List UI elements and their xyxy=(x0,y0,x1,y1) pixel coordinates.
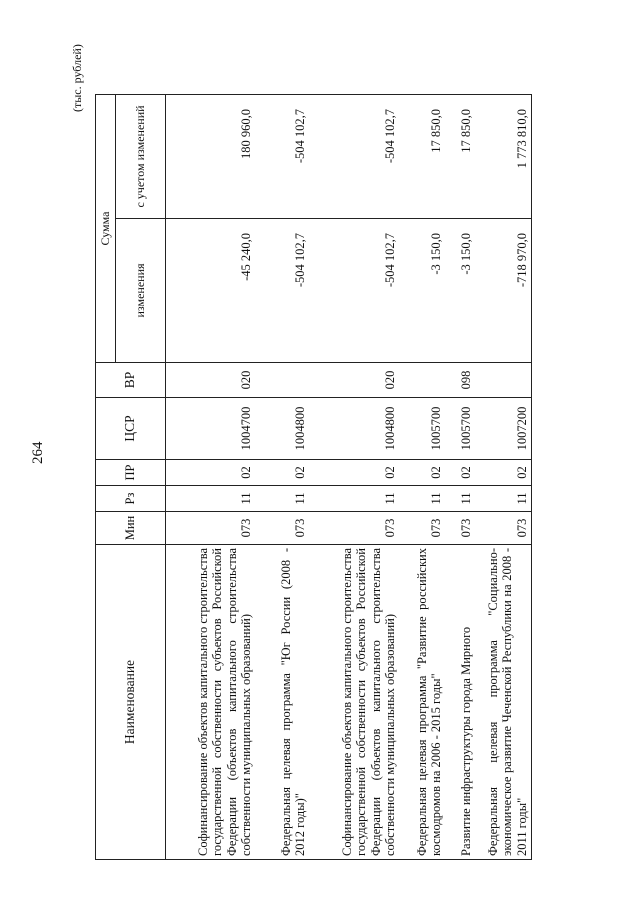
row-pr: 02 xyxy=(400,460,446,486)
row-with-changes: 17 850,0 xyxy=(400,94,446,218)
row-min: 073 xyxy=(476,512,532,545)
row-pr: 02 xyxy=(446,460,476,486)
row-name: Федеральная целевая программа "Юг России (2008 - 2012 годы)" xyxy=(256,545,310,860)
row-changes: -45 240,0 xyxy=(166,219,256,363)
row-vr: 020 xyxy=(310,363,400,398)
budget-table xyxy=(95,94,532,860)
row-rz: 11 xyxy=(400,486,446,512)
row-vr: 020 xyxy=(166,363,256,398)
row-rz: 11 xyxy=(476,486,532,512)
header-changes: изменения xyxy=(116,219,166,363)
row-changes: -3 150,0 xyxy=(446,219,476,363)
row-csr: 1004700 xyxy=(166,398,256,460)
table-row xyxy=(166,94,256,859)
row-changes: -504 102,7 xyxy=(256,219,310,363)
row-with-changes: 17 850,0 xyxy=(446,94,476,218)
row-vr xyxy=(400,363,446,398)
row-rz: 11 xyxy=(256,486,310,512)
row-csr: 1007200 xyxy=(476,398,532,460)
row-min: 073 xyxy=(446,512,476,545)
header-with-changes: с учетом изменений xyxy=(116,94,166,218)
header-name: Наименование xyxy=(96,545,166,860)
row-vr: 098 xyxy=(446,363,476,398)
table-row xyxy=(476,94,532,859)
row-pr: 02 xyxy=(476,460,532,486)
header-rz: Рз xyxy=(96,486,166,512)
row-pr: 02 xyxy=(166,460,256,486)
row-with-changes: -504 102,7 xyxy=(310,94,400,218)
header-summa: Сумма xyxy=(96,94,116,362)
row-name: Софинансирование объектов капитального строительства государственной собственности субъектов Российской Федерации (объектов капитального строительства собственности муниципальных образований) xyxy=(310,545,400,860)
row-min: 073 xyxy=(166,512,256,545)
units-label: (тыс. рублей) xyxy=(70,44,84,112)
row-pr: 02 xyxy=(256,460,310,486)
row-csr: 1004800 xyxy=(310,398,400,460)
header-min: Мин xyxy=(96,512,166,545)
row-rz: 11 xyxy=(446,486,476,512)
table-row xyxy=(446,94,476,859)
table-row xyxy=(400,94,446,859)
table-row xyxy=(256,94,310,859)
row-changes: -504 102,7 xyxy=(310,219,400,363)
header-vr: ВР xyxy=(96,363,166,398)
row-csr: 1004800 xyxy=(256,398,310,460)
row-with-changes: 180 960,0 xyxy=(166,94,256,218)
row-changes: -718 970,0 xyxy=(476,219,532,363)
page-number: 264 xyxy=(30,441,46,464)
row-rz: 11 xyxy=(310,486,400,512)
row-name: Софинансирование объектов капитального строительства государственной собственности субъектов Российской Федерации (объектов капитального строительства собственности муниципальных образований) xyxy=(166,545,256,860)
row-changes: -3 150,0 xyxy=(400,219,446,363)
row-csr: 1005700 xyxy=(446,398,476,460)
table-row xyxy=(310,94,400,859)
row-with-changes: 1 773 810,0 xyxy=(476,94,532,218)
row-vr xyxy=(476,363,532,398)
row-min: 073 xyxy=(400,512,446,545)
header-csr: ЦСР xyxy=(96,398,166,460)
row-vr xyxy=(256,363,310,398)
table-body xyxy=(166,94,532,859)
header-pr: ПР xyxy=(96,460,166,486)
row-with-changes: -504 102,7 xyxy=(256,94,310,218)
row-name: Федеральная целевая программа "Социально-экономическое развитие Чеченской Республики на 2008 - 2011 годы" xyxy=(476,545,532,860)
row-rz: 11 xyxy=(166,486,256,512)
row-min: 073 xyxy=(256,512,310,545)
row-min: 073 xyxy=(310,512,400,545)
row-csr: 1005700 xyxy=(400,398,446,460)
row-pr: 02 xyxy=(310,460,400,486)
row-name: Развитие инфраструктуры города Мирного xyxy=(446,545,476,860)
row-name: Федеральная целевая программа "Развитие российских космодромов на 2006 - 2015 годы" xyxy=(400,545,446,860)
